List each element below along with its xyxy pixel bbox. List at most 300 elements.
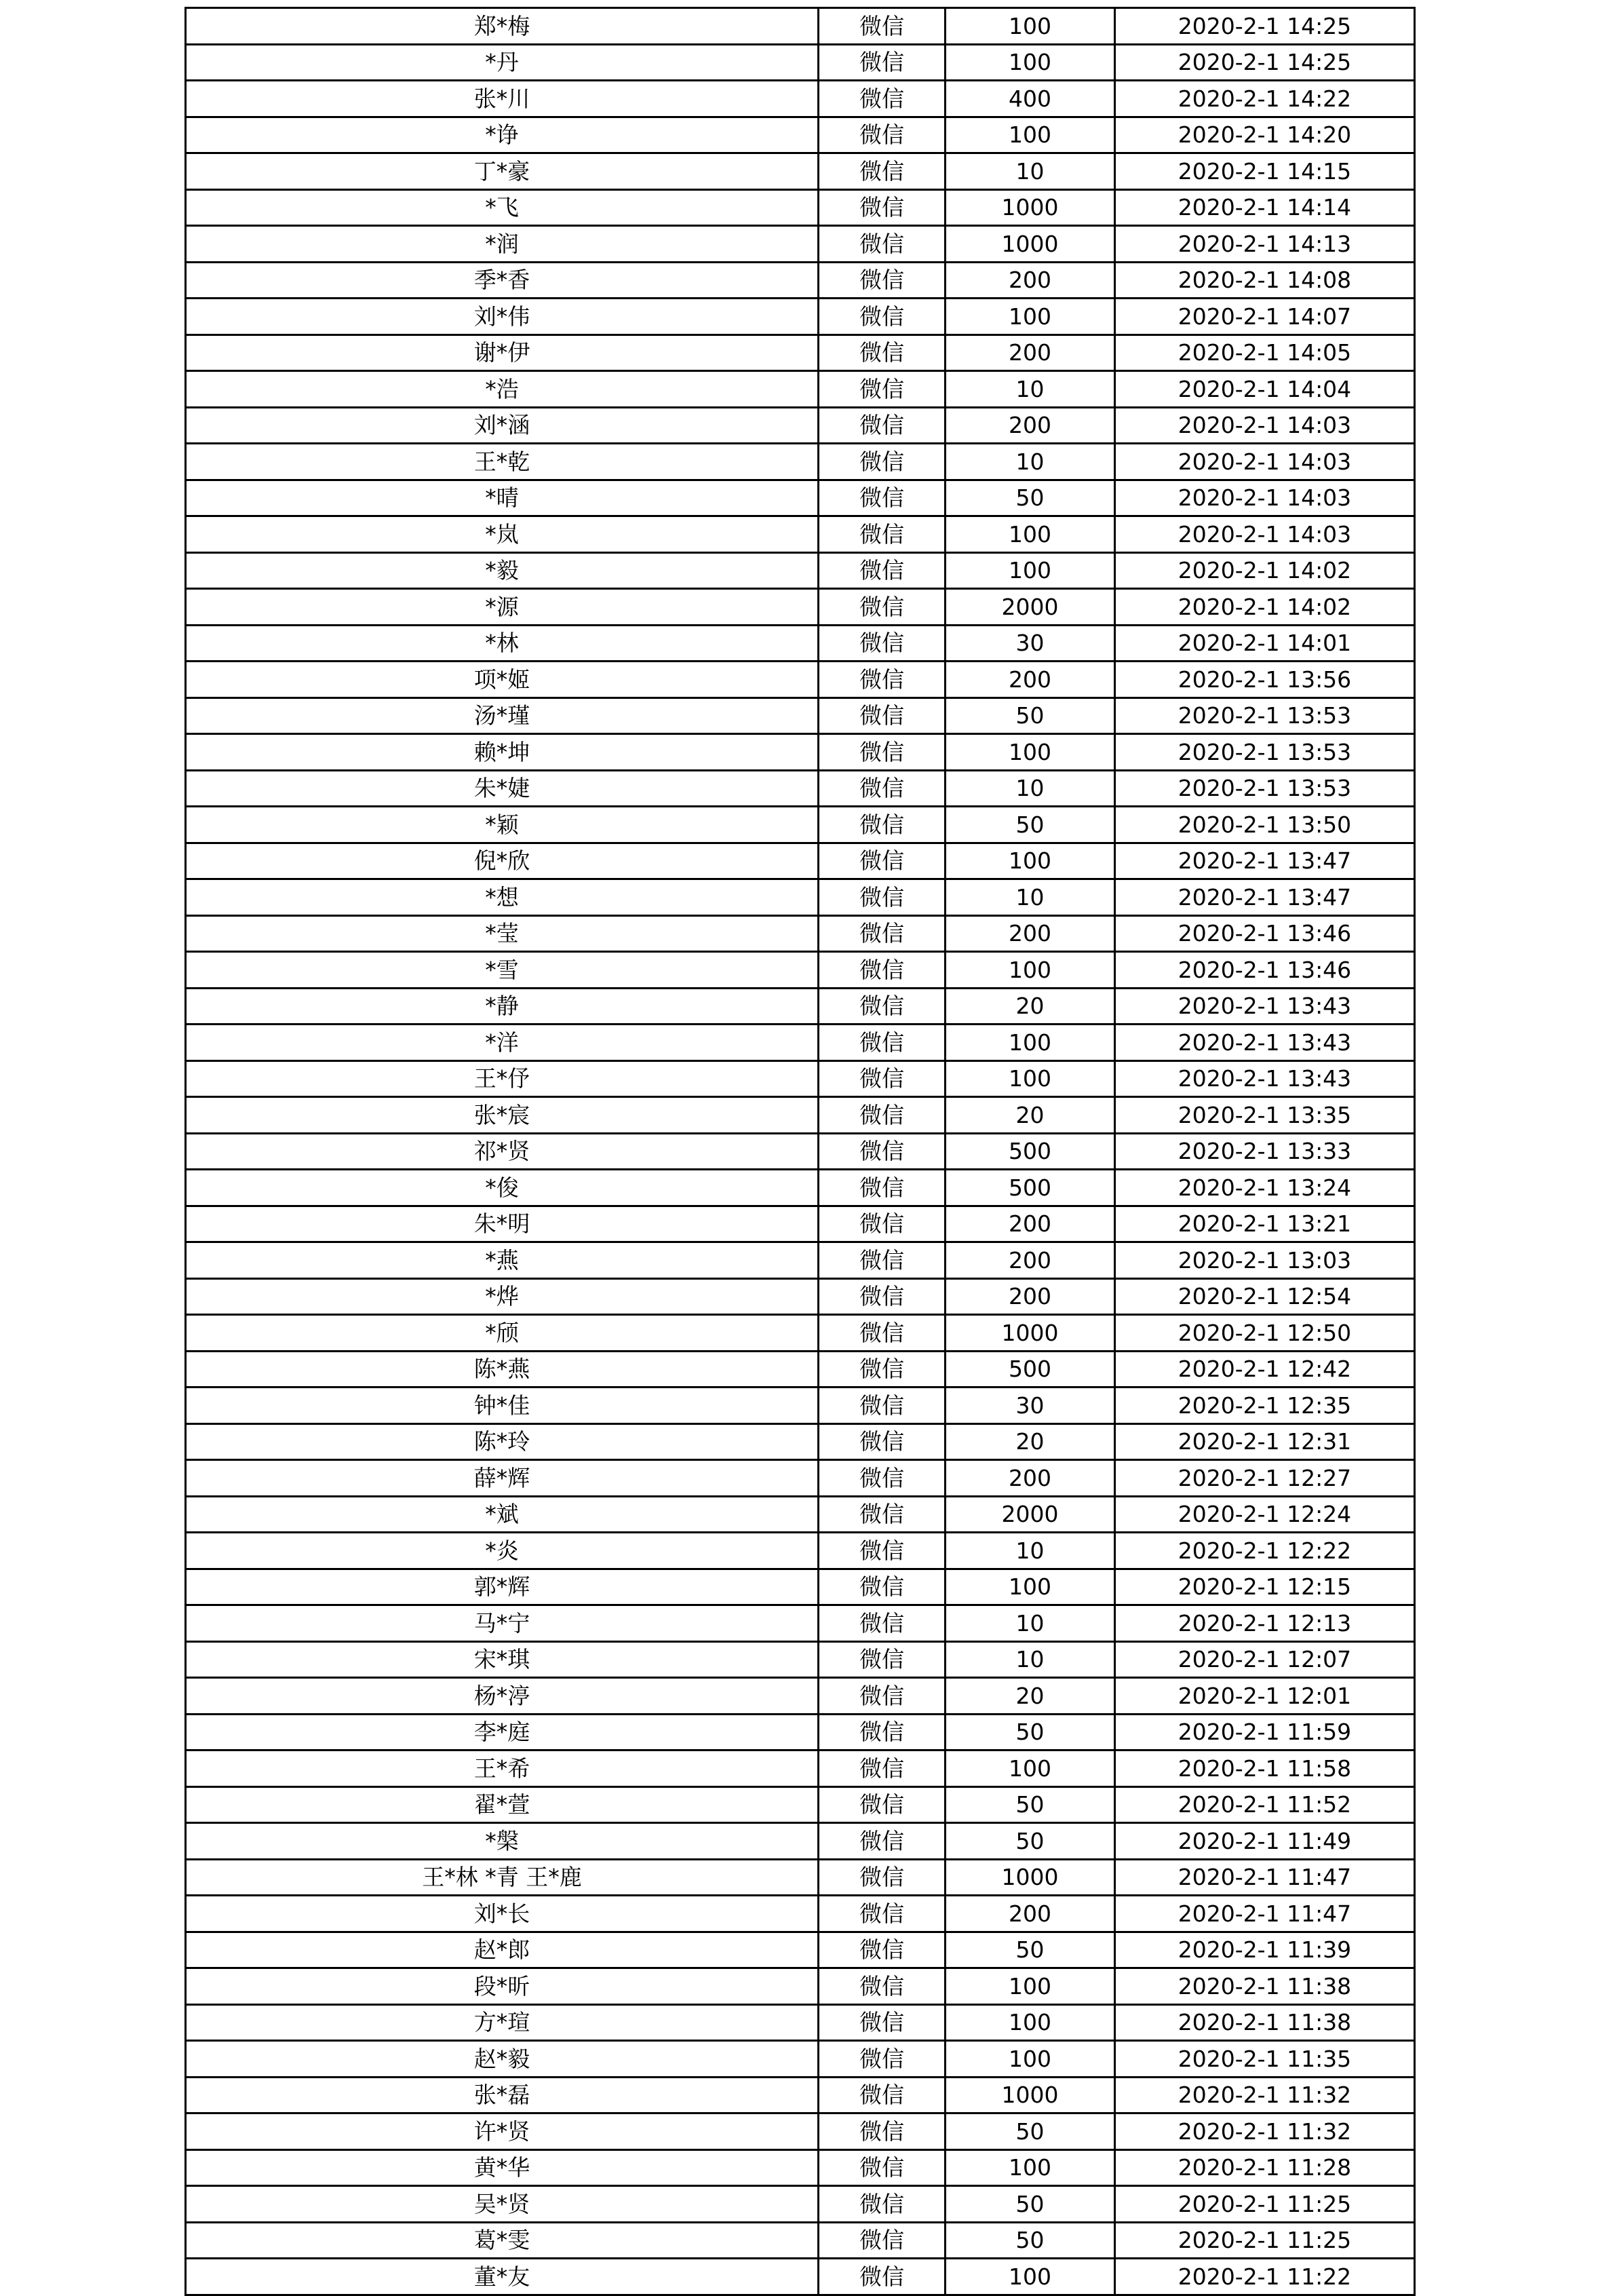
amount-cell: 100 <box>946 2149 1115 2186</box>
amount-cell: 200 <box>946 407 1115 444</box>
donor-name-cell: *飞 <box>186 189 819 226</box>
donation-time-cell: 2020-2-1 11:47 <box>1115 1896 1415 1932</box>
donor-name-cell: *岚 <box>186 516 819 553</box>
amount-cell: 50 <box>946 1823 1115 1860</box>
donation-time-cell: 2020-2-1 13:43 <box>1115 988 1415 1025</box>
donation-time-cell: 2020-2-1 14:08 <box>1115 262 1415 299</box>
donor-name-cell: 马*宁 <box>186 1605 819 1642</box>
table-row <box>186 552 1415 589</box>
table-row <box>186 2077 1415 2113</box>
payment-method-cell: 微信 <box>819 1896 946 1932</box>
payment-method-cell: 微信 <box>819 2041 946 2078</box>
amount-cell: 10 <box>946 444 1115 480</box>
payment-method-cell: 微信 <box>819 371 946 408</box>
amount-cell: 100 <box>946 1968 1115 2005</box>
table-row <box>186 1170 1415 1206</box>
table-row <box>186 1569 1415 1605</box>
donation-time-cell: 2020-2-1 13:47 <box>1115 879 1415 916</box>
amount-cell: 100 <box>946 952 1115 989</box>
amount-cell: 10 <box>946 371 1115 408</box>
payment-method-cell: 微信 <box>819 843 946 879</box>
table-row <box>186 625 1415 662</box>
table-row <box>186 1460 1415 1497</box>
donation-time-cell: 2020-2-1 13:03 <box>1115 1242 1415 1279</box>
table-row <box>186 262 1415 299</box>
amount-cell: 1000 <box>946 1315 1115 1352</box>
table-row <box>186 1060 1415 1097</box>
amount-cell: 200 <box>946 1896 1115 1932</box>
donation-time-cell: 2020-2-1 14:25 <box>1115 8 1415 45</box>
amount-cell: 10 <box>946 1533 1115 1569</box>
table-row <box>186 1750 1415 1787</box>
donor-name-cell: *俊 <box>186 1170 819 1206</box>
donation-time-cell: 2020-2-1 14:15 <box>1115 153 1415 190</box>
table-row <box>186 1678 1415 1715</box>
payment-method-cell: 微信 <box>819 516 946 553</box>
donation-time-cell: 2020-2-1 12:15 <box>1115 1569 1415 1605</box>
donor-name-cell: *想 <box>186 879 819 916</box>
payment-method-cell: 微信 <box>819 1605 946 1642</box>
donor-name-cell: 翟*萱 <box>186 1786 819 1823</box>
donation-time-cell: 2020-2-1 13:43 <box>1115 1060 1415 1097</box>
table-row <box>186 1242 1415 1279</box>
table-row <box>186 117 1415 153</box>
amount-cell: 500 <box>946 1170 1115 1206</box>
donation-time-cell: 2020-2-1 13:53 <box>1115 697 1415 734</box>
table-row <box>186 988 1415 1025</box>
payment-method-cell: 微信 <box>819 2259 946 2295</box>
payment-method-cell: 微信 <box>819 226 946 263</box>
donation-table <box>184 7 1416 2296</box>
payment-method-cell: 微信 <box>819 1351 946 1388</box>
payment-method-cell: 微信 <box>819 44 946 81</box>
payment-method-cell: 微信 <box>819 444 946 480</box>
table-row <box>186 299 1415 335</box>
donation-time-cell: 2020-2-1 13:56 <box>1115 662 1415 698</box>
donor-name-cell: 钟*佳 <box>186 1388 819 1424</box>
donation-time-cell: 2020-2-1 14:22 <box>1115 81 1415 117</box>
donation-time-cell: 2020-2-1 13:43 <box>1115 1025 1415 1061</box>
table-row <box>186 2004 1415 2041</box>
donor-name-cell: 郭*辉 <box>186 1569 819 1605</box>
payment-method-cell: 微信 <box>819 1823 946 1860</box>
amount-cell: 50 <box>946 1786 1115 1823</box>
donation-time-cell: 2020-2-1 14:03 <box>1115 407 1415 444</box>
donation-time-cell: 2020-2-1 12:54 <box>1115 1278 1415 1315</box>
amount-cell: 500 <box>946 1351 1115 1388</box>
donor-name-cell: *丹 <box>186 44 819 81</box>
payment-method-cell: 微信 <box>819 879 946 916</box>
amount-cell: 100 <box>946 2259 1115 2295</box>
amount-cell: 50 <box>946 697 1115 734</box>
donation-time-cell: 2020-2-1 14:07 <box>1115 299 1415 335</box>
payment-method-cell: 微信 <box>819 1460 946 1497</box>
donation-time-cell: 2020-2-1 14:02 <box>1115 589 1415 626</box>
donation-time-cell: 2020-2-1 11:39 <box>1115 1932 1415 1968</box>
donation-time-cell: 2020-2-1 11:25 <box>1115 2222 1415 2259</box>
amount-cell: 100 <box>946 117 1115 153</box>
donor-name-cell: 祁*贤 <box>186 1133 819 1170</box>
donor-name-cell: *晴 <box>186 480 819 516</box>
payment-method-cell: 微信 <box>819 262 946 299</box>
table-row <box>186 770 1415 807</box>
donor-name-cell: *斌 <box>186 1496 819 1533</box>
donor-name-cell: 丁*豪 <box>186 153 819 190</box>
amount-cell: 50 <box>946 2113 1115 2150</box>
amount-cell: 100 <box>946 44 1115 81</box>
payment-method-cell: 微信 <box>819 552 946 589</box>
amount-cell: 10 <box>946 1641 1115 1678</box>
table-row <box>186 1968 1415 2005</box>
payment-method-cell: 微信 <box>819 1133 946 1170</box>
table-row <box>186 734 1415 771</box>
table-row <box>186 879 1415 916</box>
donation-time-cell: 2020-2-1 11:52 <box>1115 1786 1415 1823</box>
amount-cell: 100 <box>946 516 1115 553</box>
table-row <box>186 589 1415 626</box>
donor-name-cell: 张*川 <box>186 81 819 117</box>
table-row <box>186 1388 1415 1424</box>
table-row <box>186 1896 1415 1932</box>
donor-name-cell: *燕 <box>186 1242 819 1279</box>
payment-method-cell: 微信 <box>819 988 946 1025</box>
donor-name-cell: *源 <box>186 589 819 626</box>
payment-method-cell: 微信 <box>819 1060 946 1097</box>
donation-time-cell: 2020-2-1 13:33 <box>1115 1133 1415 1170</box>
amount-cell: 100 <box>946 299 1115 335</box>
donation-time-cell: 2020-2-1 14:25 <box>1115 44 1415 81</box>
donation-time-cell: 2020-2-1 14:03 <box>1115 516 1415 553</box>
amount-cell: 100 <box>946 2004 1115 2041</box>
donor-name-cell: 汤*瑾 <box>186 697 819 734</box>
table-row <box>186 2149 1415 2186</box>
donor-name-cell: 王*希 <box>186 1750 819 1787</box>
table-row <box>186 2041 1415 2078</box>
donor-name-cell: 倪*欣 <box>186 843 819 879</box>
table-row <box>186 1714 1415 1750</box>
table-row <box>186 516 1415 553</box>
donor-name-cell: 董*友 <box>186 2259 819 2295</box>
donation-time-cell: 2020-2-1 14:01 <box>1115 625 1415 662</box>
amount-cell: 10 <box>946 770 1115 807</box>
amount-cell: 10 <box>946 153 1115 190</box>
payment-method-cell: 微信 <box>819 480 946 516</box>
donation-time-cell: 2020-2-1 13:47 <box>1115 843 1415 879</box>
amount-cell: 20 <box>946 988 1115 1025</box>
donor-name-cell: 朱*婕 <box>186 770 819 807</box>
amount-cell: 100 <box>946 1569 1115 1605</box>
donation-time-cell: 2020-2-1 11:32 <box>1115 2113 1415 2150</box>
payment-method-cell: 微信 <box>819 1569 946 1605</box>
donor-name-cell: 季*香 <box>186 262 819 299</box>
table-row <box>186 1206 1415 1242</box>
amount-cell: 2000 <box>946 589 1115 626</box>
table-row <box>186 334 1415 371</box>
payment-method-cell: 微信 <box>819 81 946 117</box>
payment-method-cell: 微信 <box>819 334 946 371</box>
donation-time-cell: 2020-2-1 12:01 <box>1115 1678 1415 1715</box>
amount-cell: 100 <box>946 552 1115 589</box>
amount-cell: 50 <box>946 1714 1115 1750</box>
donation-time-cell: 2020-2-1 14:05 <box>1115 334 1415 371</box>
table-row <box>186 2186 1415 2223</box>
donor-name-cell: *颖 <box>186 807 819 843</box>
table-row <box>186 697 1415 734</box>
payment-method-cell: 微信 <box>819 2149 946 2186</box>
payment-method-cell: 微信 <box>819 153 946 190</box>
donation-time-cell: 2020-2-1 12:13 <box>1115 1605 1415 1642</box>
donor-name-cell: 薛*辉 <box>186 1460 819 1497</box>
donor-name-cell: 谢*伊 <box>186 334 819 371</box>
payment-method-cell: 微信 <box>819 1859 946 1896</box>
payment-method-cell: 微信 <box>819 625 946 662</box>
donation-time-cell: 2020-2-1 12:42 <box>1115 1351 1415 1388</box>
payment-method-cell: 微信 <box>819 189 946 226</box>
donor-name-cell: 黄*华 <box>186 2149 819 2186</box>
table-row <box>186 2113 1415 2150</box>
amount-cell: 100 <box>946 1750 1115 1787</box>
payment-method-cell: 微信 <box>819 1641 946 1678</box>
donation-time-cell: 2020-2-1 13:50 <box>1115 807 1415 843</box>
payment-method-cell: 微信 <box>819 1423 946 1460</box>
payment-method-cell: 微信 <box>819 1315 946 1352</box>
payment-method-cell: 微信 <box>819 8 946 45</box>
amount-cell: 2000 <box>946 1496 1115 1533</box>
donation-time-cell: 2020-2-1 13:53 <box>1115 734 1415 771</box>
payment-method-cell: 微信 <box>819 117 946 153</box>
payment-method-cell: 微信 <box>819 1786 946 1823</box>
amount-cell: 20 <box>946 1097 1115 1134</box>
table-row <box>186 2222 1415 2259</box>
payment-method-cell: 微信 <box>819 734 946 771</box>
amount-cell: 50 <box>946 2186 1115 2223</box>
donor-name-cell: 王*林 *青 王*鹿 <box>186 1859 819 1896</box>
table-row <box>186 1315 1415 1352</box>
donor-name-cell: 项*姬 <box>186 662 819 698</box>
table-row <box>186 843 1415 879</box>
donation-time-cell: 2020-2-1 12:27 <box>1115 1460 1415 1497</box>
donation-time-cell: 2020-2-1 11:49 <box>1115 1823 1415 1860</box>
amount-cell: 200 <box>946 915 1115 952</box>
payment-method-cell: 微信 <box>819 1206 946 1242</box>
table-row <box>186 1932 1415 1968</box>
donation-time-cell: 2020-2-1 14:20 <box>1115 117 1415 153</box>
amount-cell: 100 <box>946 1060 1115 1097</box>
payment-method-cell: 微信 <box>819 2222 946 2259</box>
amount-cell: 50 <box>946 2222 1115 2259</box>
amount-cell: 30 <box>946 625 1115 662</box>
table-row <box>186 1351 1415 1388</box>
donation-time-cell: 2020-2-1 11:25 <box>1115 2186 1415 2223</box>
donation-time-cell: 2020-2-1 11:35 <box>1115 2041 1415 2078</box>
donor-name-cell: 刘*长 <box>186 1896 819 1932</box>
payment-method-cell: 微信 <box>819 2004 946 2041</box>
amount-cell: 1000 <box>946 1859 1115 1896</box>
table-row <box>186 371 1415 408</box>
donation-table-body <box>186 8 1415 2295</box>
donor-name-cell: 许*贤 <box>186 2113 819 2150</box>
table-row <box>186 8 1415 45</box>
donation-time-cell: 2020-2-1 12:24 <box>1115 1496 1415 1533</box>
donation-time-cell: 2020-2-1 11:38 <box>1115 1968 1415 2005</box>
payment-method-cell: 微信 <box>819 662 946 698</box>
donation-time-cell: 2020-2-1 12:50 <box>1115 1315 1415 1352</box>
donation-time-cell: 2020-2-1 12:31 <box>1115 1423 1415 1460</box>
amount-cell: 30 <box>946 1388 1115 1424</box>
donor-name-cell: *静 <box>186 988 819 1025</box>
amount-cell: 100 <box>946 1025 1115 1061</box>
amount-cell: 1000 <box>946 2077 1115 2113</box>
table-row <box>186 44 1415 81</box>
amount-cell: 100 <box>946 2041 1115 2078</box>
table-row <box>186 1605 1415 1642</box>
table-row <box>186 81 1415 117</box>
donor-name-cell: *林 <box>186 625 819 662</box>
table-row <box>186 1859 1415 1896</box>
payment-method-cell: 微信 <box>819 2186 946 2223</box>
amount-cell: 50 <box>946 1932 1115 1968</box>
donation-time-cell: 2020-2-1 13:21 <box>1115 1206 1415 1242</box>
donation-time-cell: 2020-2-1 12:22 <box>1115 1533 1415 1569</box>
payment-method-cell: 微信 <box>819 1097 946 1134</box>
amount-cell: 200 <box>946 662 1115 698</box>
payment-method-cell: 微信 <box>819 1678 946 1715</box>
donation-time-cell: 2020-2-1 13:53 <box>1115 770 1415 807</box>
donor-name-cell: *槃 <box>186 1823 819 1860</box>
donor-name-cell: *润 <box>186 226 819 263</box>
amount-cell: 200 <box>946 1460 1115 1497</box>
donor-name-cell: 段*昕 <box>186 1968 819 2005</box>
table-row <box>186 1278 1415 1315</box>
payment-method-cell: 微信 <box>819 1968 946 2005</box>
donor-name-cell: 张*宸 <box>186 1097 819 1134</box>
amount-cell: 1000 <box>946 226 1115 263</box>
donor-name-cell: 赵*毅 <box>186 2041 819 2078</box>
table-row <box>186 807 1415 843</box>
amount-cell: 20 <box>946 1423 1115 1460</box>
payment-method-cell: 微信 <box>819 915 946 952</box>
table-row <box>186 1641 1415 1678</box>
table-row <box>186 2259 1415 2295</box>
payment-method-cell: 微信 <box>819 1025 946 1061</box>
donor-name-cell: *颀 <box>186 1315 819 1352</box>
table-row <box>186 226 1415 263</box>
donor-name-cell: 刘*伟 <box>186 299 819 335</box>
donor-name-cell: 王*乾 <box>186 444 819 480</box>
donor-name-cell: 杨*渟 <box>186 1678 819 1715</box>
payment-method-cell: 微信 <box>819 807 946 843</box>
payment-method-cell: 微信 <box>819 2077 946 2113</box>
amount-cell: 200 <box>946 262 1115 299</box>
donation-time-cell: 2020-2-1 11:59 <box>1115 1714 1415 1750</box>
amount-cell: 50 <box>946 480 1115 516</box>
donation-time-cell: 2020-2-1 12:07 <box>1115 1641 1415 1678</box>
amount-cell: 200 <box>946 1242 1115 1279</box>
donation-time-cell: 2020-2-1 14:03 <box>1115 480 1415 516</box>
donor-name-cell: 李*庭 <box>186 1714 819 1750</box>
table-row <box>186 662 1415 698</box>
payment-method-cell: 微信 <box>819 299 946 335</box>
donation-time-cell: 2020-2-1 14:04 <box>1115 371 1415 408</box>
donation-time-cell: 2020-2-1 14:02 <box>1115 552 1415 589</box>
table-row <box>186 1423 1415 1460</box>
table-row <box>186 189 1415 226</box>
table-row <box>186 1786 1415 1823</box>
amount-cell: 20 <box>946 1678 1115 1715</box>
donor-name-cell: 赖*坤 <box>186 734 819 771</box>
payment-method-cell: 微信 <box>819 952 946 989</box>
donation-time-cell: 2020-2-1 11:38 <box>1115 2004 1415 2041</box>
donor-name-cell: 吴*贤 <box>186 2186 819 2223</box>
donation-time-cell: 2020-2-1 11:28 <box>1115 2149 1415 2186</box>
donor-name-cell: *毅 <box>186 552 819 589</box>
donation-time-cell: 2020-2-1 11:22 <box>1115 2259 1415 2295</box>
donation-time-cell: 2020-2-1 13:46 <box>1115 952 1415 989</box>
donor-name-cell: 张*磊 <box>186 2077 819 2113</box>
table-row <box>186 1823 1415 1860</box>
amount-cell: 100 <box>946 843 1115 879</box>
donor-name-cell: 葛*雯 <box>186 2222 819 2259</box>
payment-method-cell: 微信 <box>819 770 946 807</box>
payment-method-cell: 微信 <box>819 1170 946 1206</box>
donation-time-cell: 2020-2-1 12:35 <box>1115 1388 1415 1424</box>
table-row <box>186 153 1415 190</box>
table-row <box>186 1133 1415 1170</box>
donor-name-cell: 王*伃 <box>186 1060 819 1097</box>
payment-method-cell: 微信 <box>819 1388 946 1424</box>
donor-name-cell: 方*瑄 <box>186 2004 819 2041</box>
donation-time-cell: 2020-2-1 13:35 <box>1115 1097 1415 1134</box>
amount-cell: 1000 <box>946 189 1115 226</box>
table-row <box>186 444 1415 480</box>
table-row <box>186 1533 1415 1569</box>
amount-cell: 50 <box>946 807 1115 843</box>
amount-cell: 200 <box>946 1206 1115 1242</box>
donor-name-cell: 陈*燕 <box>186 1351 819 1388</box>
donation-time-cell: 2020-2-1 11:32 <box>1115 2077 1415 2113</box>
payment-method-cell: 微信 <box>819 1496 946 1533</box>
donor-name-cell: *洋 <box>186 1025 819 1061</box>
donor-name-cell: *烨 <box>186 1278 819 1315</box>
table-row <box>186 952 1415 989</box>
donor-name-cell: 朱*明 <box>186 1206 819 1242</box>
payment-method-cell: 微信 <box>819 1714 946 1750</box>
amount-cell: 10 <box>946 1605 1115 1642</box>
payment-method-cell: 微信 <box>819 407 946 444</box>
donation-time-cell: 2020-2-1 13:24 <box>1115 1170 1415 1206</box>
payment-method-cell: 微信 <box>819 589 946 626</box>
amount-cell: 500 <box>946 1133 1115 1170</box>
payment-method-cell: 微信 <box>819 2113 946 2150</box>
donation-time-cell: 2020-2-1 14:13 <box>1115 226 1415 263</box>
payment-method-cell: 微信 <box>819 1750 946 1787</box>
donor-name-cell: *浩 <box>186 371 819 408</box>
donor-name-cell: 郑*梅 <box>186 8 819 45</box>
table-row <box>186 1097 1415 1134</box>
donor-name-cell: 陈*玲 <box>186 1423 819 1460</box>
donor-name-cell: *诤 <box>186 117 819 153</box>
donor-name-cell: *炎 <box>186 1533 819 1569</box>
payment-method-cell: 微信 <box>819 1533 946 1569</box>
table-row <box>186 480 1415 516</box>
donor-name-cell: *莹 <box>186 915 819 952</box>
amount-cell: 200 <box>946 1278 1115 1315</box>
donation-time-cell: 2020-2-1 13:46 <box>1115 915 1415 952</box>
table-row <box>186 1025 1415 1061</box>
amount-cell: 200 <box>946 334 1115 371</box>
donation-time-cell: 2020-2-1 11:58 <box>1115 1750 1415 1787</box>
amount-cell: 100 <box>946 734 1115 771</box>
